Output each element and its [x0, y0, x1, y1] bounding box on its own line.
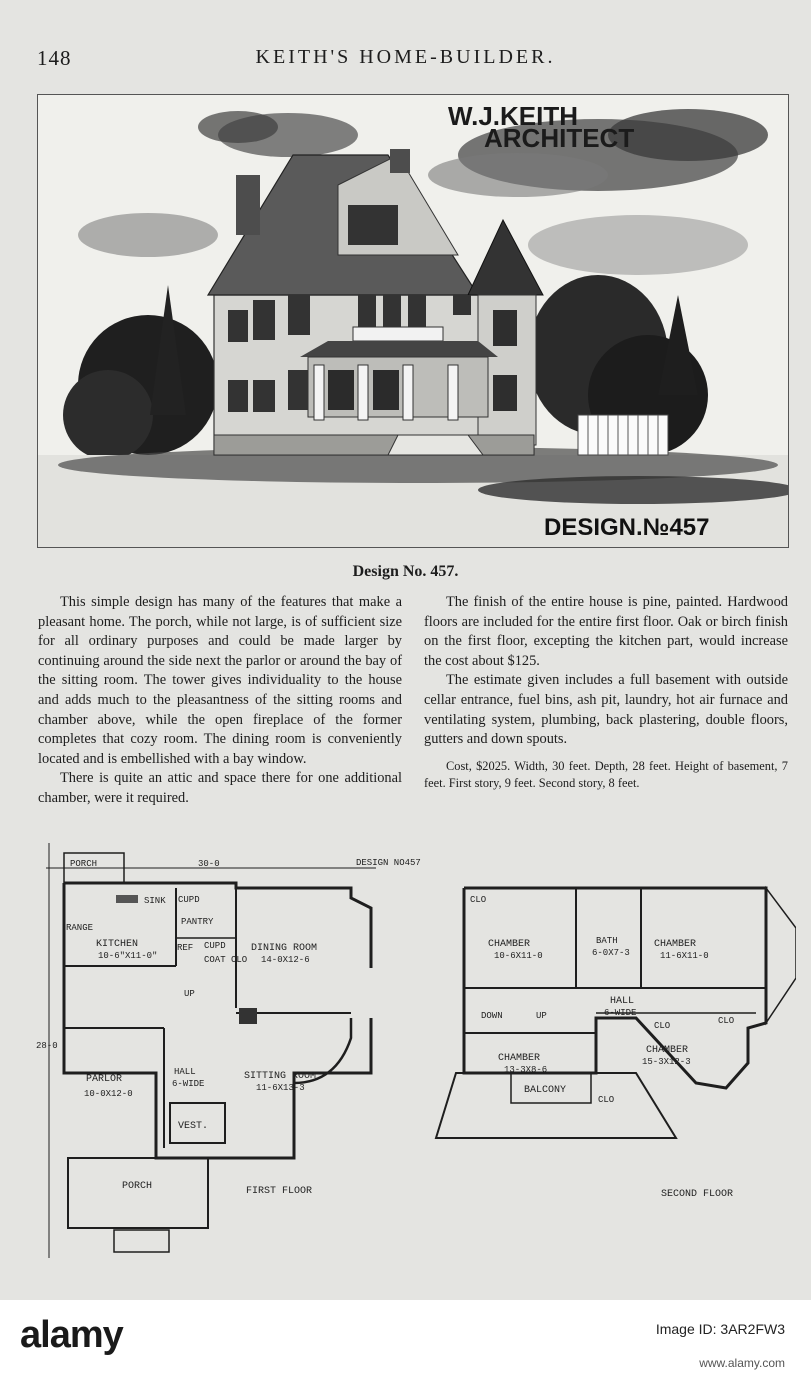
architect-name: W.J.KEITH: [448, 101, 579, 131]
first-floor-label: FIRST FLOOR: [246, 1186, 313, 1197]
pantry-label: PANTRY: [181, 917, 214, 927]
balcony-label: BALCONY: [524, 1085, 567, 1096]
closet-right-label: CLO: [718, 1016, 735, 1026]
cost-specifications: Cost, $2025. Width, 30 feet. Depth, 28 feet. Height of basement, 7 feet. First story, 9 feet. Second story, 8 feet.: [424, 758, 788, 790]
porch-top-label: PORCH: [70, 859, 98, 869]
description-paragraph: This simple design has many of the features that make a pleasant home. The porch, while not large, is of sufficient size for all ordinary purposes and could be made larger by continuing around the side next the parlor or around the bay of the sitting room. The tower gives individuality to the house and adds much to the pleasantness of the sitting rooms and chamber above, while the open fireplace of the former completes that cozy room. The dining room is conveniently located and is embellished with a bay window.: [38, 594, 402, 767]
chamber-northeast-label: CHAMBER: [654, 939, 697, 950]
chamber-southwest-label: CHAMBER: [498, 1053, 541, 1064]
stairs-up-label: UP: [184, 989, 195, 999]
hall-label: HALL: [174, 1067, 196, 1077]
second-floor-label: SECOND FLOOR: [661, 1189, 734, 1200]
bath-dimensions: 6-0X7-3: [592, 948, 630, 958]
stairs-down-label: DOWN: [481, 1011, 503, 1021]
chamber-northeast-dimensions: 11-6X11-0: [660, 951, 709, 961]
sitting-room-label: SITTING ROOM: [244, 1071, 317, 1082]
description-left-column: [38, 593, 402, 809]
chamber-southwest-dimensions: 13-3X8-6: [504, 1065, 548, 1075]
alamy-logo: alamy: [20, 1314, 123, 1356]
description-paragraph: There is quite an attic and space there for one additional chamber, were it required.: [38, 770, 402, 806]
floor-plans: [36, 838, 796, 1268]
first-floor-plan: [46, 843, 376, 1258]
parlor-dimensions: 10-0X12-0: [84, 1089, 133, 1099]
front-porch-label: PORCH: [122, 1181, 153, 1192]
watermark-url: www.alamy.com: [699, 1356, 785, 1370]
description-paragraph: The finish of the entire house is pine, painted. Hardwood floors are included for the entire first floor. Oak or birch finish on the first floor, excepting the kitchen part, would increase the cost about $125.: [424, 594, 788, 669]
journal-title: KEITH'S HOME-BUILDER.: [255, 46, 556, 68]
stock-watermark-bar: [0, 1300, 811, 1390]
cupboard-label-2: CUPD: [204, 941, 226, 951]
coat-closet-label: COAT CLO: [204, 955, 248, 965]
design-caption: Design No. 457.: [352, 563, 459, 580]
image-id: Image ID: 3AR2FW3: [655, 1321, 785, 1337]
running-head: [0, 46, 811, 76]
chamber-northwest-label: CHAMBER: [488, 939, 531, 950]
refrigerator-label: REF: [177, 943, 194, 953]
cupboard-label: CUPD: [178, 895, 200, 905]
house-illustration: [37, 94, 789, 548]
kitchen-label: KITCHEN: [96, 939, 139, 950]
upper-hall-label: HALL: [610, 996, 635, 1007]
range-label: RANGE: [66, 923, 94, 933]
kitchen-dimensions: 10-6"X11-0": [98, 951, 158, 961]
description-paragraph: The estimate given includes a full basement with outside cellar entrance, fuel bins, ash pit, laundry, hot air furnace and ventilating system, plumbing, back plastering, double floors, gutters and down spouts.: [424, 672, 788, 748]
sink-label: SINK: [144, 896, 166, 906]
chamber-northwest-dimensions: 10-6X11-0: [494, 951, 543, 961]
sitting-room-dimensions: 11-6X13-3: [256, 1083, 305, 1093]
upper-hall-width: 6-WIDE: [604, 1008, 637, 1018]
plan-design-label: DESIGN NO457: [356, 858, 421, 868]
closet-label: CLO: [470, 895, 487, 905]
chamber-southeast-label: CHAMBER: [646, 1045, 689, 1056]
chamber-southeast-dimensions: 15-3X12-3: [642, 1057, 691, 1067]
depth-dimension: 28-0: [36, 1041, 58, 1051]
hall-width: 6-WIDE: [172, 1079, 205, 1089]
dining-room-dimensions: 14-0X12-6: [261, 955, 310, 965]
width-dimension: 30-0: [198, 859, 220, 869]
design-number: DESIGN.№457: [544, 514, 710, 541]
architect-title: ARCHITECT: [484, 123, 635, 153]
bath-label: BATH: [596, 936, 618, 946]
vestibule-label: VEST.: [178, 1121, 209, 1132]
description-right-column: [424, 593, 788, 792]
dining-room-label: DINING ROOM: [251, 943, 318, 954]
closet-lower-label: CLO: [598, 1095, 615, 1105]
closet-middle-label: CLO: [654, 1021, 671, 1031]
page-number: 148: [37, 46, 72, 70]
stairs-up-label-2: UP: [536, 1011, 547, 1021]
parlor-label: PARLOR: [86, 1074, 123, 1085]
